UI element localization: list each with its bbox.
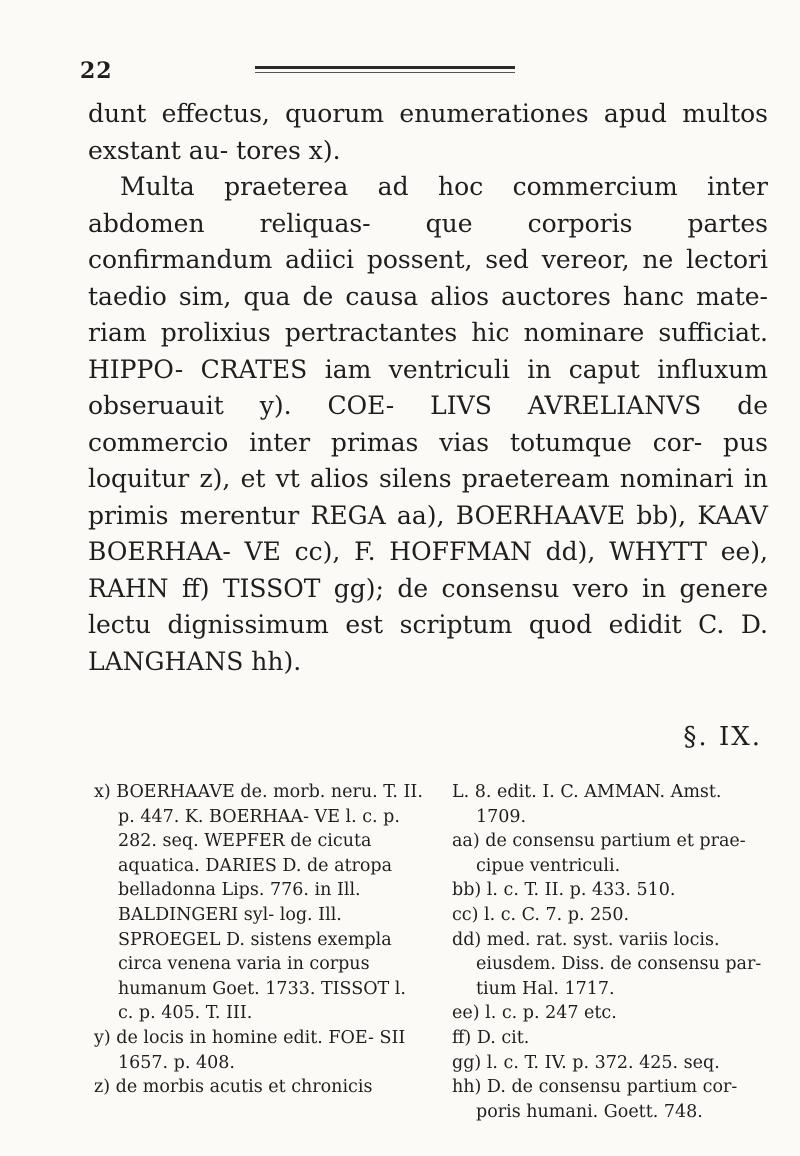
- footnotes-left-column: [94, 780, 424, 1100]
- footnote: ee) l. c. p. 247 etc.: [452, 1003, 617, 1024]
- footnote: cc) l. c. C. 7. p. 250.: [452, 904, 630, 925]
- footnote: bb) l. c. T. II. p. 433. 510.: [452, 880, 676, 901]
- main-text: [88, 96, 768, 680]
- footnote: L. 8. edit. I. C. AMMAN. Amst. 1709.: [452, 782, 722, 827]
- footnote: dd) med. rat. syst. variis locis. eiusdem. Diss. de consensu par- tium Hal. 1717.: [452, 929, 762, 999]
- footnotes-right-column: [452, 780, 774, 1124]
- footnote: hh) D. de consensu partium cor- poris humani. Goett. 748.: [452, 1077, 738, 1122]
- footnote: gg) l. c. T. IV. p. 372. 425. seq.: [452, 1052, 720, 1073]
- footnote: aa) de consensu partium et prae- cipue ventriculi.: [452, 831, 746, 876]
- footnote: x) BOERHAAVE de. morb. neru. T. II. p. 447. K. BOERHAA- VE l. c. p. 282. seq. WEPFER de cicuta aquatica. DARIES D. de atropa belladonna Lips. 776. in Ill. BALDINGERI syl- log. Ill. SPROEGEL D. sistens exempla circa venena varia in corpus humanum Goet. 1733. TISSOT l. c. p. 405. T. III.: [94, 782, 423, 1024]
- paragraph-1: dunt effectus, quorum enumerationes apud multos exstant au- tores x).: [88, 99, 768, 165]
- page-number: 22: [80, 58, 113, 84]
- footnote: z) de morbis acutis et chronicis: [94, 1077, 373, 1098]
- header-rule-thin: [255, 72, 515, 73]
- footnote: ff) D. cit.: [452, 1027, 530, 1048]
- paragraph-2: Multa praeterea ad hoc commercium inter abdomen reliquas- que corporis partes confirmandum adiici possent, sed vereor, ne lectori taedio sim, qua de causa alios auctores hanc mate- riam prolixius pertractantes hic nominare sufficiat. HIPPO- CRATES iam ventriculi in caput influxum obseruauit y). COE- LIVS AVRELIANVS de commercio inter primas vias totumque cor- pus loquitur z), et vt alios silens praeteream nominari in primis merentur REGA aa), BOERHAAVE bb), KAAV BOERHAA- VE cc), F. HOFFMAN dd), WHYTT ee), RAHN ff) TISSOT gg); de consensu vero in genere lectu dignissimum est scriptum quod edidit C. D. LANGHANS hh).: [88, 172, 768, 676]
- footnote: y) de locis in homine edit. FOE- SII 1657. p. 408.: [94, 1027, 406, 1073]
- section-heading: §. IX.: [683, 722, 762, 752]
- header-rule: [255, 66, 515, 69]
